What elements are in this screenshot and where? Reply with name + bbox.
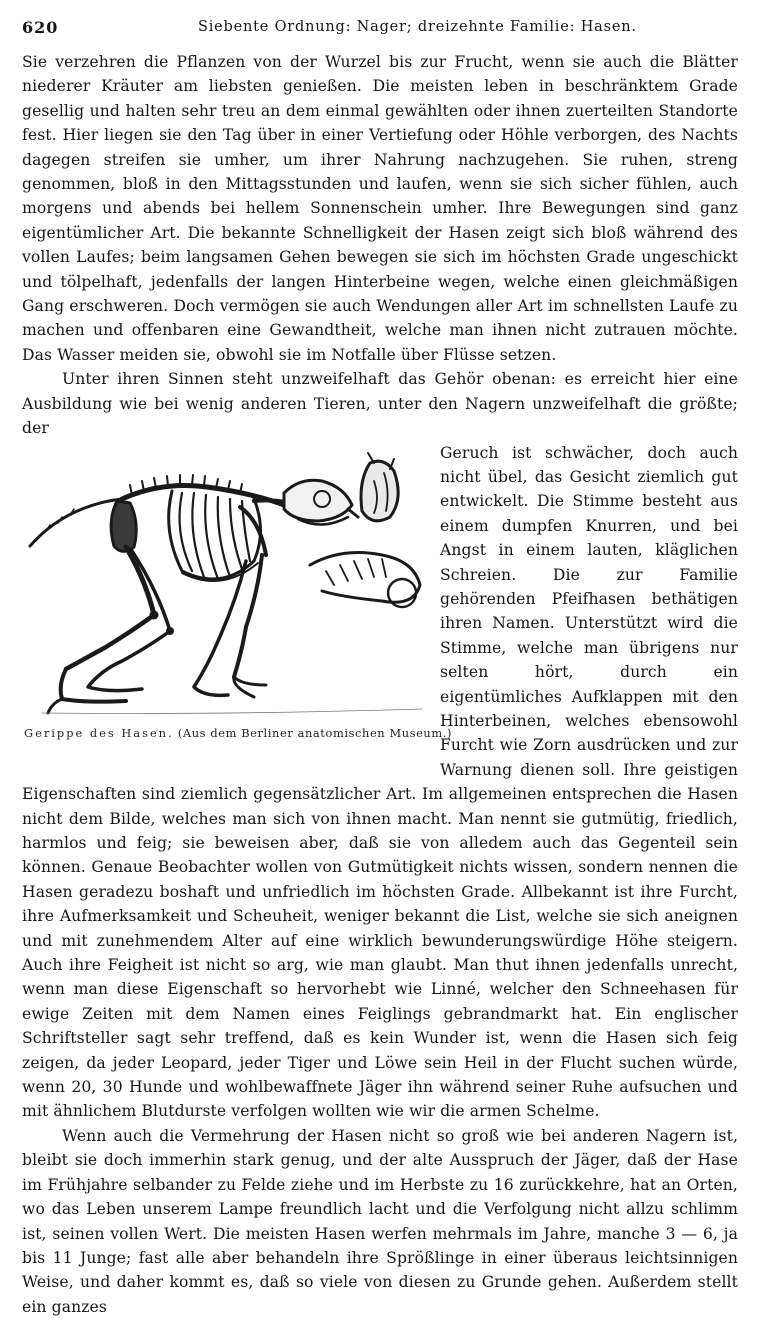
caption-source: (Aus dem Berliner anatomischen Museum.): [177, 725, 453, 740]
figure-caption: [24, 721, 453, 745]
page-header: [22, 14, 741, 40]
body-text: [22, 50, 738, 1319]
paragraph-3: Geruch ist schwächer, doch auch nicht übel, das Gesicht ziemlich gut entwickelt. Die Stimme besteht aus einem dumpfen Knurren, und bei Angst in einem lauten, kläglichen Schreien. Die zur Familie gehörenden Pfeifhasen bethätigen ihren Namen. Unterstützt wird die Stimme, welche man übrigens nur selten hört, durch ein eigentümliches Aufklappen mit den Hinterbeinen, welches ebensowohl Furcht wie Zorn ausdrücken und zur Warnung dienen soll. Ihre geistigen Eigenschaften sind ziemlich gegensätzlicher Art. Im allgemeinen entsprechen die Hasen nicht dem Bilde, welches man sich von ihnen macht. Man nennt sie gutmütig, friedlich, harmlos und feig; sie beweisen aber, daß sie von alledem auch das Gegenteil sein können. Genaue Beobachter wollen von Gutmütigkeit nichts wissen, sondern nennen die Hasen geradezu boshaft und unfriedlich im höchsten Grade. Allbekannt ist ihre Furcht, ihre Aufmerksamkeit und Scheuheit, weniger bekannt die List, welche sie sich aneignen und mit zunehmendem Alter auf eine wirklich bewunderungswürdige Höhe steigern. Auch ihre Feigheit ist nicht so arg, wie man glaubt. Man thut ihnen jedenfalls unrecht, wenn man diese Eigenschaft so hervorhebt wie Linné, welcher den Schneehasen für ewige Zeiten mit dem Namen eines Feiglings gebrandmarkt hat. Ein englischer Schriftsteller sagt sehr treffend, daß es kein Wunder ist, wenn die Hasen sich feig zeigen, da jeder Leopard, jeder Tiger und Löwe sein Heil in der Flucht suchen würde, wenn 20, 30 Hunde und wohlbewaffnete Jäger ihn während seiner Ruhe aufsuchen und mit ähnlichem Blutdurste verfolgen wollten wie wir die armen Schelme.: [22, 443, 738, 1121]
page-number: 620: [22, 18, 59, 37]
running-head: Siebente Ordnung: Nager; dreizehnte Familie: Hasen.: [198, 19, 637, 35]
paragraph-4: Wenn auch die Vermehrung der Hasen nicht so groß wie bei anderen Nagern ist, bleibt sie doch immerhin stark genug, und der alte Ausspruch der Jäger, daß der Hase im Frühjahre selbander zu Felde ziehe und im Herbste zu 16 zurückkehre, hat an Orten, wo das Leben unserem Lampe freundlich lacht und die Verfolgung nicht allzu schlimm ist, seinen vollen Wert. Die meisten Hasen werfen mehrmals im Jahre, manche 3 — 6, ja bis 11 Junge; fast alle aber behandeln ihre Sprößlinge in einer überaus leichtsinnigen Weise, und daher kommt es, daß so viele von diesen zu Grunde gehen. Außerdem stellt ein ganzes: [22, 1126, 738, 1316]
caption-title: Gerippe des Hasen.: [24, 725, 174, 740]
hare-skeleton-illustration: [22, 451, 430, 719]
paragraph-2: Unter ihren Sinnen steht unzweifelhaft das Gehör obenan: es erreicht hier eine Ausbildung wie bei wenig anderen Tieren, unter den Nagern unzweifelhaft die größte; der: [22, 370, 738, 438]
paragraph-1: Sie verzehren die Pflanzen von der Wurzel bis zur Frucht, wenn sie auch die Blätter niederer Kräuter am liebsten genießen. Die meisten leben in beschränktem Grade gesellig und halten sehr treu an dem einmal gewählten oder ihnen zuerteilten Standorte fest. Hier liegen sie den Tag über in einer Vertiefung oder Höhle verborgen, des Nachts dagegen streifen sie umher, um ihrer Nahrung nachzugehen. Sie ruhen, streng genommen, bloß in den Mittagsstunden und laufen, wenn sie sich sicher fühlen, auch morgens und abends bei hellem Sonnenschein umher. Ihre Bewegungen sind ganz eigentümlicher Art. Die bekannte Schnelligkeit der Hasen zeigt sich bloß während des vollen Laufes; beim langsamen Gehen bewegen sie sich im höchsten Grade ungeschickt und tölpelhaft, jedenfalls der langen Hinterbeine wegen, welche einen gleichmäßigen Gang erschweren. Doch vermögen sie auch Wendungen aller Art im schnellsten Laufe zu machen und offenbaren eine Gewandtheit, welche man ihnen nicht zutrauen möchte. Das Wasser meiden sie, obwohl sie im Notfalle über Flüsse setzen.: [22, 53, 738, 364]
skeleton-figure: [22, 443, 453, 761]
